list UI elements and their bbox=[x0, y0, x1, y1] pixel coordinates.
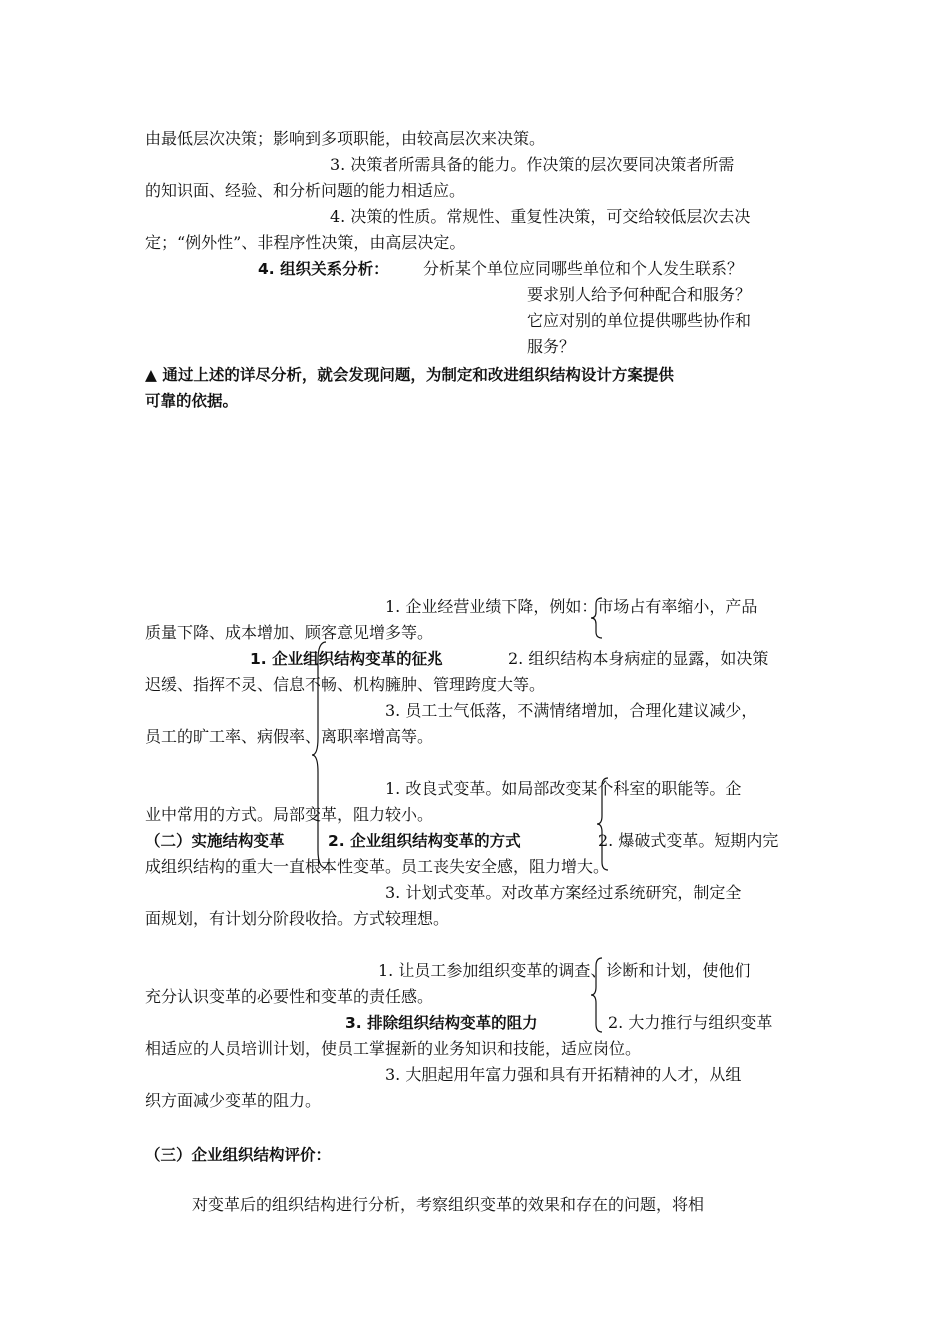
list-item: 2. 大力推行与组织变革 bbox=[608, 1013, 773, 1032]
list-item: 成组织结构的重大一直根本性变革。员工丧失安全感，阻力增大。 bbox=[145, 857, 610, 876]
list-item: 1. 改良式变革。如局部改变某个科室的职能等。企 bbox=[385, 779, 742, 798]
list-item: 2. 爆破式变革。短期内完 bbox=[598, 831, 779, 850]
list-item: 相适应的人员培训计划，使员工掌握新的业务知识和技能，适应岗位。 bbox=[145, 1039, 642, 1058]
text-line: 它应对别的单位提供哪些协作和 bbox=[527, 311, 752, 330]
list-item: 3. 大胆起用年富力强和具有开拓精神的人才，从组 bbox=[385, 1065, 742, 1084]
list-item: 1. 企业经营业绩下降，例如：市场占有率缩小，产品 bbox=[385, 597, 758, 616]
list-item: 业中常用的方式。局部变革，阻力较小。 bbox=[145, 805, 434, 824]
list-item: 1. 让员工参加组织变革的调查、诊断和计划，使他们 bbox=[378, 961, 751, 980]
text-line: 分析某个单位应同哪些单位和个人发生联系？ bbox=[423, 259, 744, 278]
text-line: 3. 决策者所需具备的能力。作决策的层次要同决策者所需 bbox=[330, 155, 735, 174]
list-item: 织方面减少变革的阻力。 bbox=[145, 1091, 322, 1110]
resistance-heading: 3. 排除组织结构变革的阻力 bbox=[345, 1014, 538, 1032]
text-line: 要求别人给予何种配合和服务？ bbox=[527, 285, 752, 304]
conclusion-line: ▲ 通过上述的详尽分析，就会发现问题，为制定和改进组织结构设计方案提供 bbox=[145, 366, 674, 384]
evaluation-heading: （三）企业组织结构评价： bbox=[145, 1146, 332, 1164]
list-item: 质量下降、成本增加、顾客意见增多等。 bbox=[145, 623, 434, 642]
text-line: 由最低层次决策；影响到多项职能，由较高层次来决策。 bbox=[145, 129, 546, 148]
text-line: 服务？ bbox=[527, 337, 576, 356]
list-item: 员工的旷工率、病假率、离职率增高等。 bbox=[145, 727, 434, 746]
signs-heading: 1. 企业组织结构变革的征兆 bbox=[250, 650, 443, 668]
text-line: 4. 决策的性质。常规性、重复性决策，可交给较低层次去决 bbox=[330, 207, 751, 226]
conclusion-line: 可靠的依据。 bbox=[145, 392, 239, 410]
section-heading: （二）实施结构变革 bbox=[145, 832, 285, 850]
paragraph: 对变革后的组织结构进行分析，考察组织变革的效果和存在的问题，将相 bbox=[192, 1195, 705, 1214]
list-item: 充分认识变革的必要性和变革的责任感。 bbox=[145, 987, 434, 1006]
list-item: 迟缓、指挥不灵、信息不畅、机构臃肿、管理跨度大等。 bbox=[145, 675, 546, 694]
relation-analysis-heading: 4. 组织关系分析： bbox=[258, 260, 389, 278]
text-line: 的知识面、经验、和分析问题的能力相适应。 bbox=[145, 181, 466, 200]
text-line: 定；“例外性”、非程序性决策，由高层决定。 bbox=[145, 233, 466, 252]
methods-heading: 2. 企业组织结构变革的方式 bbox=[328, 832, 521, 850]
list-item: 2. 组织结构本身病症的显露，如决策 bbox=[508, 649, 769, 668]
list-item: 3. 计划式变革。对改革方案经过系统研究，制定全 bbox=[385, 883, 742, 902]
list-item: 3. 员工士气低落，不满情绪增加，合理化建议减少， bbox=[385, 701, 758, 720]
list-item: 面规划，有计划分阶段收拾。方式较理想。 bbox=[145, 909, 450, 928]
